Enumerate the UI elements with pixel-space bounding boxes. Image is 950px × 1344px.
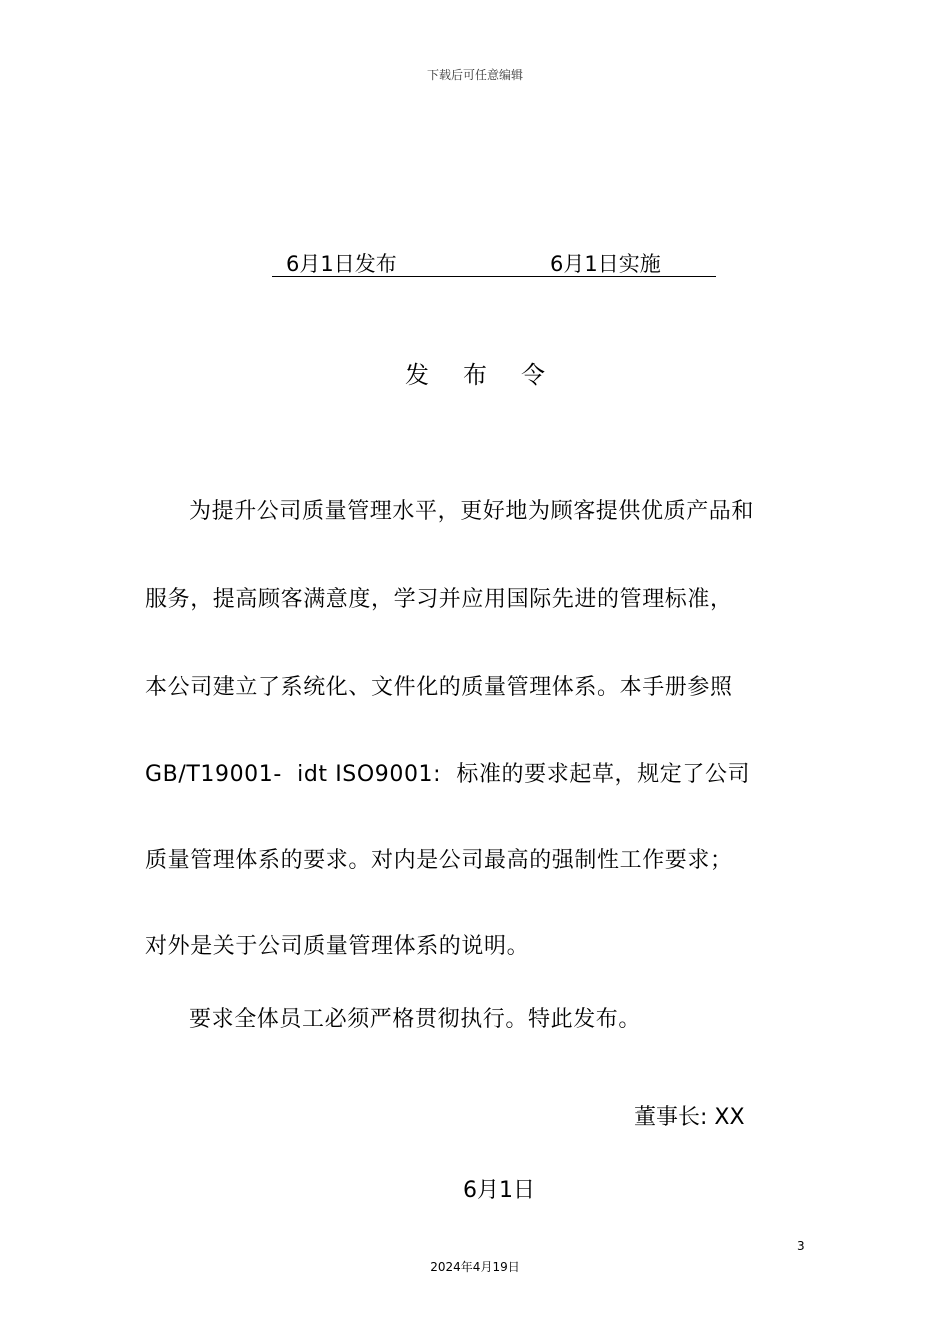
decree-line-7: 要求全体员工必须严格贯彻执行。特此发布。 [189,1007,642,1032]
sign-date: 6月1日 [463,1178,535,1203]
decree-line-6: 对外是关于公司质量管理体系的说明。 [145,934,530,959]
signer: 董事长: XX [634,1105,745,1130]
header-note: 下载后可任意编辑 [426,68,523,82]
decree-title: 发布令 [405,361,579,389]
implement-date: 6月1日实施 [550,252,661,276]
decree-line-5: 质量管理体系的要求。对内是公司最高的强制性工作要求； [145,848,733,873]
decree-line-2: 服务，提高顾客满意度，学习并应用国际先进的管理标准， [145,587,733,612]
dates-line [272,248,716,277]
decree-line-1: 为提升公司质量管理水平，更好地为顾客提供优质产品和 [189,499,755,524]
decree-line-4: GB/T19001- idt ISO9001: 标准的要求起草，规定了公司 [145,762,751,787]
decree-line-3: 本公司建立了系统化、文件化的质量管理体系。本手册参照 [145,675,733,700]
publish-date: 6月1日发布 [286,252,397,276]
footer-date: 2024年4月19日 [430,1260,520,1274]
page-number: 3 [797,1239,805,1253]
